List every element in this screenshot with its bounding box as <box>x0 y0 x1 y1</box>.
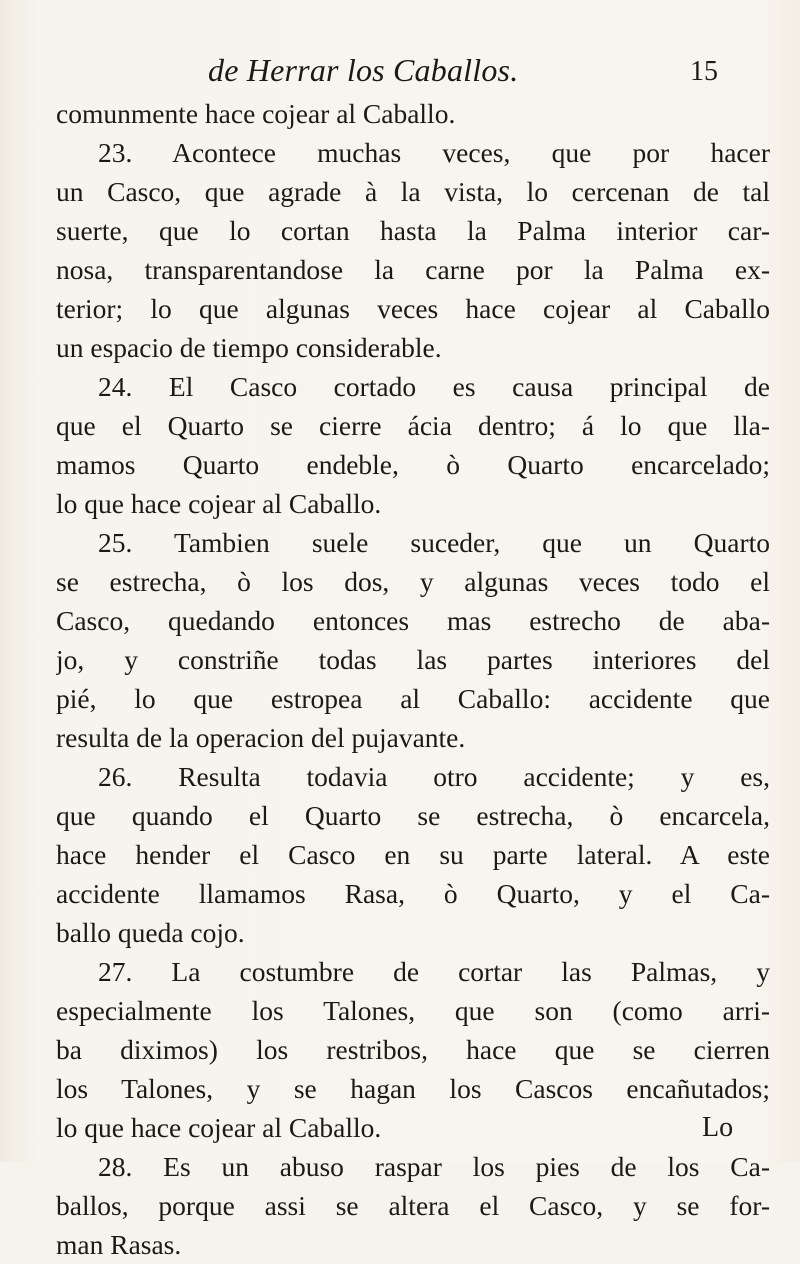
paragraph-24-start: 24. El Casco cortado es causa principal de <box>98 371 770 402</box>
paragraph-23-start: 23. Acontece muchas veces, que por hacer <box>98 137 770 168</box>
text-line: nosa, transparentandose la carne por la Palma ex- <box>56 254 770 285</box>
text-line: lo que hace cojear al Caballo. <box>56 1112 382 1143</box>
text-line: Casco, quedando entonces mas estrecho de aba- <box>56 605 770 636</box>
text-line: suerte, que lo cortan hasta la Palma interior car- <box>56 215 770 246</box>
text-line: lo que hace cojear al Caballo. <box>56 488 382 519</box>
running-title: de Herrar los Caballos. <box>208 52 519 88</box>
paragraph-26-start: 26. Resulta todavia otro accidente; y es, <box>98 761 770 792</box>
text-line: ballo queda cojo. <box>56 917 245 948</box>
text-line: jo, y constriñe todas las partes interiores del <box>56 644 770 675</box>
text-line: ba diximos) los restribos, hace que se cierren <box>56 1034 770 1065</box>
page-header <box>0 52 800 92</box>
body-text <box>56 94 770 1264</box>
catchword: Lo <box>702 1112 734 1143</box>
text-line: mamos Quarto endeble, ò Quarto encarcelado; <box>56 449 770 480</box>
text-line: terior; lo que algunas veces hace cojear al Caballo <box>56 293 770 324</box>
text-line: los Talones, y se hagan los Cascos encañutados; <box>56 1073 770 1104</box>
text-line: que quando el Quarto se estrecha, ò encarcela, <box>56 800 770 831</box>
text-line: accidente llamamos Rasa, ò Quarto, y el Ca- <box>56 878 770 909</box>
text-line: pié, lo que estropea al Caballo: accidente que <box>56 683 770 714</box>
text-line: hace hender el Casco en su parte lateral. A este <box>56 839 770 870</box>
text-line: un Casco, que agrade à la vista, lo cercenan de tal <box>56 176 770 207</box>
text-line: comunmente hace cojear al Caballo. <box>56 98 456 129</box>
text-line: se estrecha, ò los dos, y algunas veces todo el <box>56 566 770 597</box>
paragraph-25-start: 25. Tambien suele suceder, que un Quarto <box>98 527 770 558</box>
text-line: un espacio de tiempo considerable. <box>56 332 442 363</box>
text-line: especialmente los Talones, que son (como arri- <box>56 995 770 1026</box>
paragraph-27-start: 27. La costumbre de cortar las Palmas, y <box>98 956 770 987</box>
text-line: man Rasas. <box>56 1229 182 1260</box>
page-number: 15 <box>690 56 718 87</box>
text-line: resulta de la operacion del pujavante. <box>56 722 466 753</box>
text-line: ballos, porque assi se altera el Casco, y se for- <box>56 1190 770 1221</box>
paragraph-28-start: 28. Es un abuso raspar los pies de los Ca- <box>98 1151 770 1182</box>
text-line: que el Quarto se cierre ácia dentro; á lo que lla- <box>56 410 770 441</box>
